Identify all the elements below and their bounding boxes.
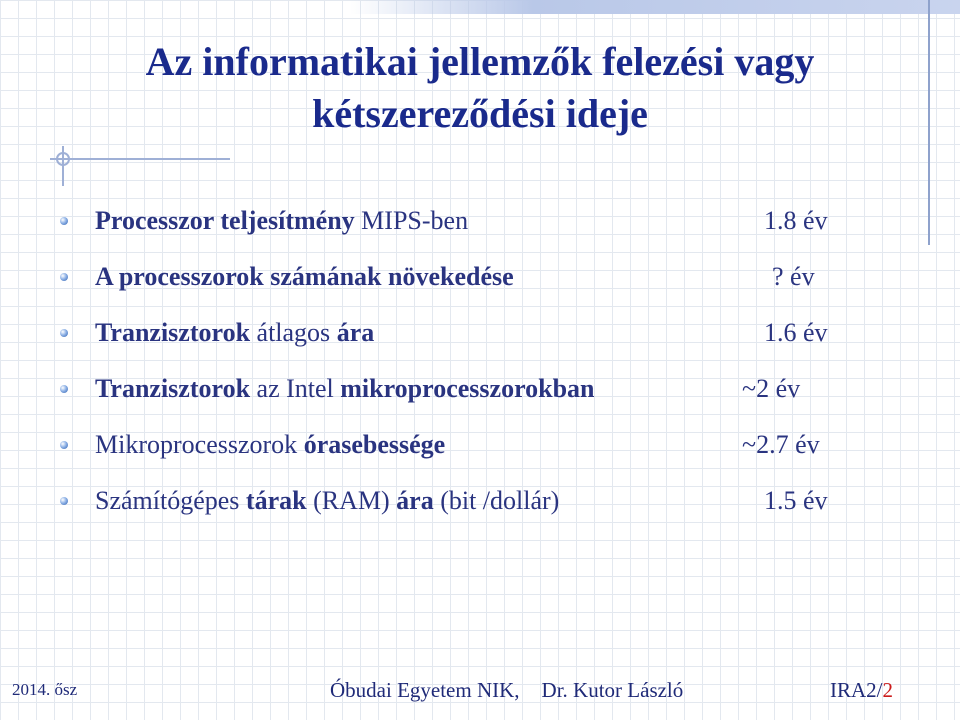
bullet-dot-icon <box>60 497 68 505</box>
bullet-dot-icon <box>60 385 68 393</box>
list-item <box>0 427 960 467</box>
slide-footer <box>0 672 960 708</box>
list-item-label: Mikroprocesszorok órasebessége <box>95 430 446 459</box>
list-item <box>0 371 960 411</box>
top-decor-band <box>350 0 960 14</box>
slide-title <box>40 36 920 140</box>
list-item-value: ? év <box>772 262 815 291</box>
list-item-label: Tranzisztorok az Intel mikroprocesszorokban <box>95 374 595 403</box>
list-item <box>0 203 960 243</box>
slide-title-line-2: kétszereződési ideje <box>312 91 648 136</box>
list-item-value: ~2.7 év <box>742 430 820 459</box>
footer-institution: Óbudai Egyetem NIK, <box>330 678 520 702</box>
slide-title-line-1: Az informatikai jellemzők felezési vagy <box>145 39 815 84</box>
list-item <box>0 259 960 299</box>
list-item-value: 1.6 év <box>764 318 828 347</box>
list-item-label: Tranzisztorok átlagos ára <box>95 318 375 347</box>
list-item-value: 1.5 év <box>764 486 828 515</box>
title-underline-decor <box>50 158 230 160</box>
list-item-label: Processzor teljesítmény MIPS-ben <box>95 206 469 235</box>
footer-course: IRA2/ <box>830 678 883 702</box>
list-item-value: 1.8 év <box>764 206 828 235</box>
list-item <box>0 315 960 355</box>
bullet-dot-icon <box>60 217 68 225</box>
footer-page-label <box>830 678 893 703</box>
footer-date: 2014. ősz <box>12 680 78 699</box>
bullet-dot-icon <box>60 329 68 337</box>
list-item-label: A processzorok számának növekedése <box>95 262 514 291</box>
list-item <box>0 483 960 523</box>
footer-credits <box>330 678 683 703</box>
list-item-label: Számítógépes tárak (RAM) ára (bit /dollár) <box>95 486 560 515</box>
footer-page-number: 2 <box>882 678 893 702</box>
list-item-value: ~2 év <box>742 374 801 403</box>
footer-author: Dr. Kutor László <box>541 678 684 702</box>
crosshair-circle-decor <box>56 152 70 166</box>
bullet-dot-icon <box>60 441 68 449</box>
bullet-dot-icon <box>60 273 68 281</box>
